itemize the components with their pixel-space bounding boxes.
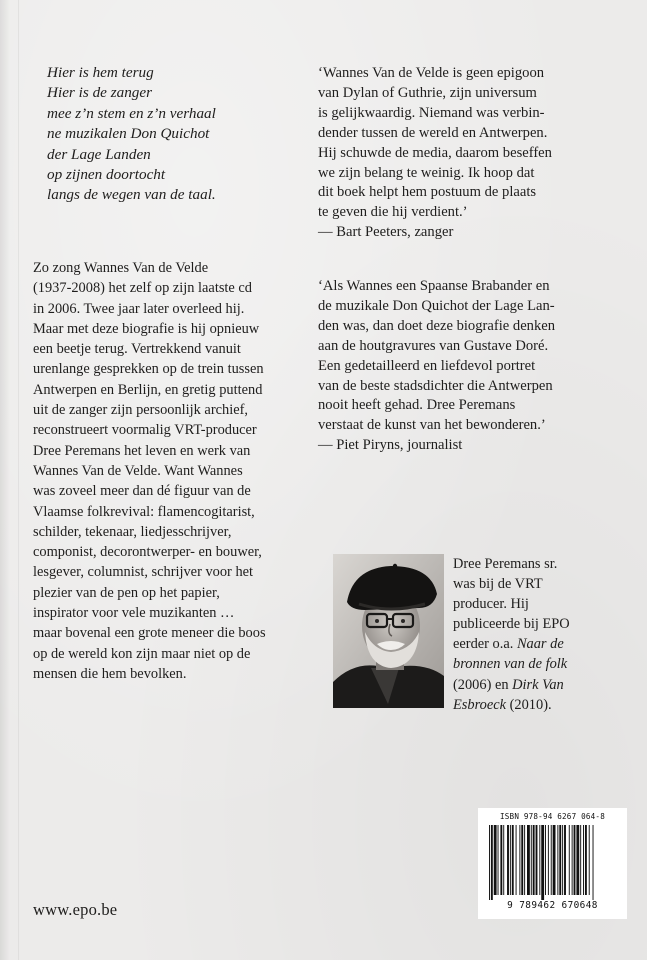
isbn-barcode (478, 808, 627, 919)
book-year: (2006) en (453, 676, 509, 693)
bio-line: (1937-2008) het zelf op zijn laatste cd (33, 280, 252, 297)
barcode-bar (524, 825, 525, 895)
author-bio-line: Dree Peremans sr. (453, 556, 558, 572)
poem-line: Hier is hem terug (47, 64, 154, 81)
poem-line: der Lage Landen (47, 145, 151, 163)
barcode-bar (516, 825, 517, 895)
isbn-label: ISBN 978-94 6267 064-8 (500, 812, 605, 821)
barcode-bars (487, 825, 620, 900)
barcode-bar (507, 825, 509, 895)
barcode-bar (548, 825, 549, 895)
book-title: bronnen van de folk (453, 656, 568, 673)
poem-block (47, 63, 297, 206)
barcode-bar (521, 825, 523, 895)
quote-line: aan de houtgravures van Gustave Doré. (318, 337, 549, 354)
quote-bart-peeters (318, 64, 618, 243)
quote-line: de muzikale Don Quichot der Lage Lan- (318, 297, 555, 314)
barcode-bar (593, 825, 594, 900)
bio-line: was zoveel meer dan dé figuur van de (33, 483, 251, 500)
spine-shadow (0, 0, 10, 960)
barcode-bar (589, 825, 590, 895)
bio-line: plezier van de pen op het papier, (33, 584, 220, 601)
book-title: Dirk Van (512, 676, 564, 693)
barcode-bar (564, 825, 566, 895)
bio-line: Wannes Van de Velde. Want Wannes (33, 462, 243, 479)
quote-line: dender tussen de wereld en Antwerpen. (318, 124, 548, 141)
barcode-bar (541, 825, 544, 900)
poem-line: ne muzikalen Don Quichot (47, 125, 210, 143)
quote-line: is gelijkwaardig. Niemand was verbin- (318, 104, 545, 121)
publisher-website: www.epo.be (33, 900, 118, 919)
barcode-bar (557, 825, 558, 895)
barcode-bar (539, 825, 540, 895)
barcode-bar (562, 825, 563, 895)
bio-line: componist, decorontwerper- en bouwer, (33, 544, 262, 561)
author-bio-line: publiceerde bij EPO (453, 616, 570, 633)
barcode-bar (576, 825, 579, 895)
quote-attribution: — Bart Peeters, zanger (318, 224, 454, 241)
author-bio-line (453, 654, 628, 674)
poem-line: mee z’n stem en z’n verhaal (47, 104, 216, 122)
quote-attribution: — Piet Piryns, journalist (318, 437, 463, 454)
barcode-bar (536, 825, 538, 895)
barcode-bar (531, 825, 532, 895)
barcode-bar (580, 825, 581, 895)
quote-line: van Dylan of Guthrie, zijn universum (318, 84, 537, 101)
barcode-bar (494, 825, 497, 895)
barcode-bar (503, 825, 504, 895)
barcode-digits: 9 789462 670648 (507, 900, 598, 911)
barcode-bar (572, 825, 573, 895)
quote-line: den was, dan doet deze biografie denken (318, 317, 556, 334)
book-title: Esbroeck (453, 696, 507, 713)
bio-line: mensen die hem bevolken. (33, 665, 187, 682)
poem-line: langs de wegen van de taal. (47, 186, 216, 204)
author-bio-line: producer. Hij (453, 596, 529, 613)
barcode-bar (553, 825, 556, 895)
biography-text (33, 258, 318, 684)
author-bio-line: was bij de VRT (453, 576, 543, 593)
barcode-bar (585, 825, 587, 895)
poem-line: op zijnen doortocht (47, 166, 166, 184)
barcode-bar (545, 825, 546, 895)
barcode-bar (533, 825, 535, 895)
bio-line: Dree Peremans het leven en werk van (33, 442, 251, 459)
book-title: Naar de (516, 636, 564, 653)
bio-line: urenlange gesprekken op de trein tussen (33, 361, 264, 378)
poem-line: Hier is de zanger (47, 84, 153, 102)
author-bio-line (453, 675, 628, 695)
author-bio-line (453, 695, 628, 715)
quote-line: we zijn belang te weinig. Ik hoop dat (318, 164, 535, 181)
barcode-bar (519, 825, 520, 895)
bio-line: een beetje terug. Vertrekkend vanuit (33, 341, 241, 358)
barcode-bar (489, 825, 490, 900)
bio-line: op de wereld kon zijn maar niet op de (33, 645, 251, 662)
bio-line: Vlaamse folkrevival: flamencogitarist, (33, 503, 255, 520)
author-bio-line (453, 634, 628, 654)
barcode-bar (527, 825, 530, 895)
quote-line: Hij schuwde de media, daarom beseffen (318, 144, 552, 161)
barcode-bar (498, 825, 499, 895)
quote-line: Een gedetailleerd en liefdevol portret (318, 357, 536, 374)
barcode-bar (569, 825, 570, 895)
author-photo (333, 554, 444, 708)
cover-hinge (18, 0, 19, 960)
bio-line: Zo zong Wannes Van de Velde (33, 260, 209, 276)
bio-line: maar bovenal een grote meneer die boos (33, 625, 266, 642)
author-bio-text: eerder o.a. (453, 636, 514, 653)
bio-line: lesgever, columnist, schrijver voor het (33, 564, 254, 581)
quote-line: ‘Als Wannes een Spaanse Brabander en (318, 278, 550, 294)
quote-line: te geven die hij verdient.’ (318, 204, 468, 221)
barcode-bar (510, 825, 511, 895)
quote-line: ‘Wannes Van de Velde is geen epigoon (318, 65, 545, 81)
barcode-bar (491, 825, 493, 900)
quote-line: van de beste stadsdichter die Antwerpen (318, 377, 553, 394)
barcode-bar (551, 825, 552, 895)
author-bio (453, 554, 628, 715)
barcode-bar (574, 825, 576, 895)
quote-line: nooit heeft gehad. Dree Peremans (318, 397, 516, 414)
quote-line: verstaat de kunst van het bewonderen.’ (318, 417, 546, 434)
bio-line: reconstrueert voormalig VRT-producer (33, 422, 257, 439)
barcode-bar (512, 825, 514, 895)
bio-line: Maar met deze biografie is hij opnieuw (33, 320, 260, 337)
author-portrait-image (333, 554, 444, 708)
barcode-bar (559, 825, 561, 895)
book-year: (2010). (509, 696, 552, 713)
bio-line: uit de zanger zijn persoonlijk archief, (33, 402, 248, 419)
bio-line: in 2006. Twee jaar later overleed hij. (33, 300, 245, 317)
quote-piet-piryns (318, 277, 618, 456)
barcode-bar (500, 825, 502, 895)
bio-line: inspirator voor vele muzikanten … (33, 605, 235, 622)
bio-line: schilder, tekenaar, liedjesschrijver, (33, 523, 232, 540)
bio-line: Antwerpen en Berlijn, en gretig puttend (33, 381, 263, 398)
barcode-bar (583, 825, 584, 895)
quote-line: dit boek helpt hem postuum de plaats (318, 184, 537, 201)
